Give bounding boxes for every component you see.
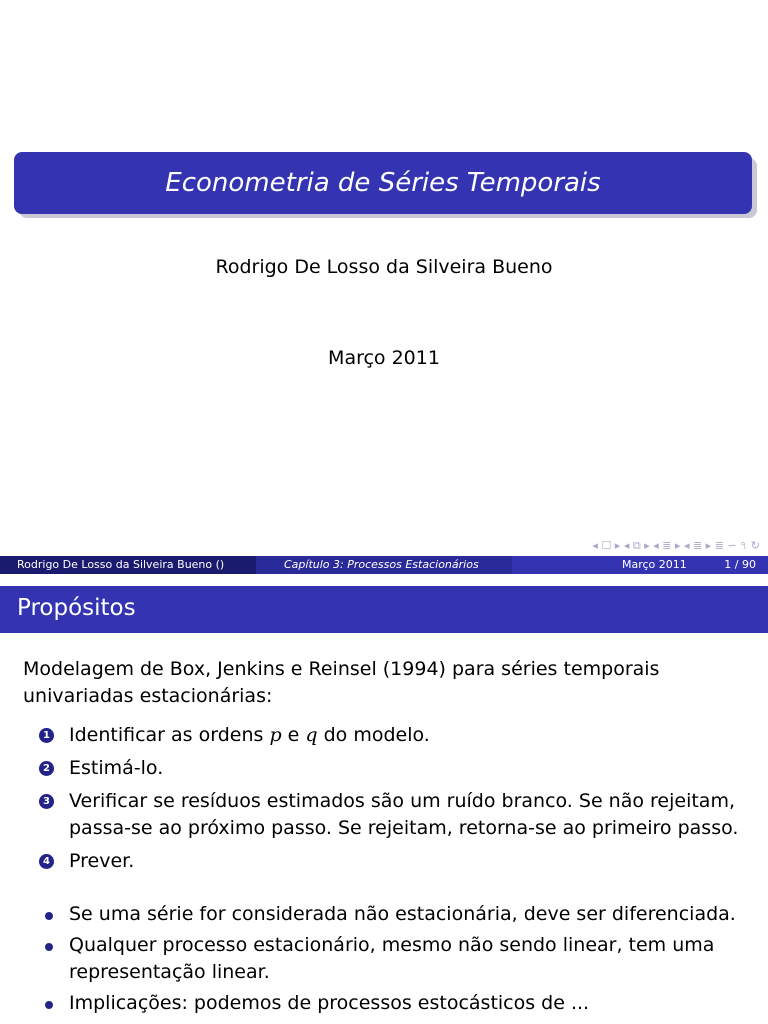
presentation-title: Econometria de Séries Temporais xyxy=(165,168,601,198)
enum-number-badge: 4 xyxy=(39,854,54,869)
intro-paragraph: Modelagem de Box, Jenkins e Reinsel (1994) para séries temporais univariadas estacionárias: xyxy=(23,658,660,707)
title-box xyxy=(14,152,752,214)
enum-number-badge: 3 xyxy=(39,794,54,809)
list-item-text-mid: e xyxy=(281,724,306,746)
math-q: q xyxy=(305,724,318,746)
enum-number-badge: 1 xyxy=(39,728,54,743)
bullet-dot-icon xyxy=(45,943,53,951)
enum-number-badge: 2 xyxy=(39,761,54,776)
bullet-text: Implicações: podemos de processos estocásticos de ... xyxy=(69,992,590,1014)
presentation-date: Março 2011 xyxy=(328,347,440,369)
footer-right xyxy=(512,556,768,574)
list-item xyxy=(23,788,753,842)
footer-page-number: 1 / 90 xyxy=(724,558,756,571)
bullet-list xyxy=(23,901,753,1017)
footer-date: Março 2011 xyxy=(622,558,687,571)
list-item-text: Estimá-lo. xyxy=(69,757,164,779)
bullet-item xyxy=(23,901,753,928)
bullet-dot-icon xyxy=(45,1001,53,1009)
list-item-text-pre: Identificar as ordens xyxy=(69,724,270,746)
footer-author: Rodrigo De Losso da Silveira Bueno () xyxy=(0,556,256,574)
author-name: Rodrigo De Losso da Silveira Bueno xyxy=(215,256,553,278)
list-item-text: Prever. xyxy=(69,850,135,872)
list-item xyxy=(23,755,753,782)
list-item xyxy=(23,722,753,749)
navigation-symbols[interactable]: ◂ ☐ ▸ ◂ ⧉ ▸ ◂ ≣ ▸ ◂ ≣ ▸ ≣ ∽ ৭ ↻ xyxy=(592,539,760,552)
bullet-text: Qualquer processo estacionário, mesmo não sendo linear, tem uma representação linear. xyxy=(69,934,715,983)
footer-bar xyxy=(0,556,768,574)
slide-content xyxy=(23,656,753,1021)
footer-chapter: Capítulo 3: Processos Estacionários xyxy=(256,556,512,574)
list-item-text-post: do modelo. xyxy=(317,724,430,746)
bullet-item xyxy=(23,932,753,986)
enumerated-list xyxy=(23,722,753,875)
list-item xyxy=(23,848,753,875)
bullet-text: Se uma série for considerada não estacionária, deve ser diferenciada. xyxy=(69,903,736,925)
bullet-item xyxy=(23,990,753,1017)
math-p: p xyxy=(269,724,282,746)
bullet-dot-icon xyxy=(45,912,53,920)
frame-title: Propósitos xyxy=(0,586,768,633)
list-item-text: Verificar se resíduos estimados são um ruído branco. Se não rejeitam, passa-se ao próximo passo. Se rejeitam, retorna-se ao primeiro passo. xyxy=(69,790,739,839)
